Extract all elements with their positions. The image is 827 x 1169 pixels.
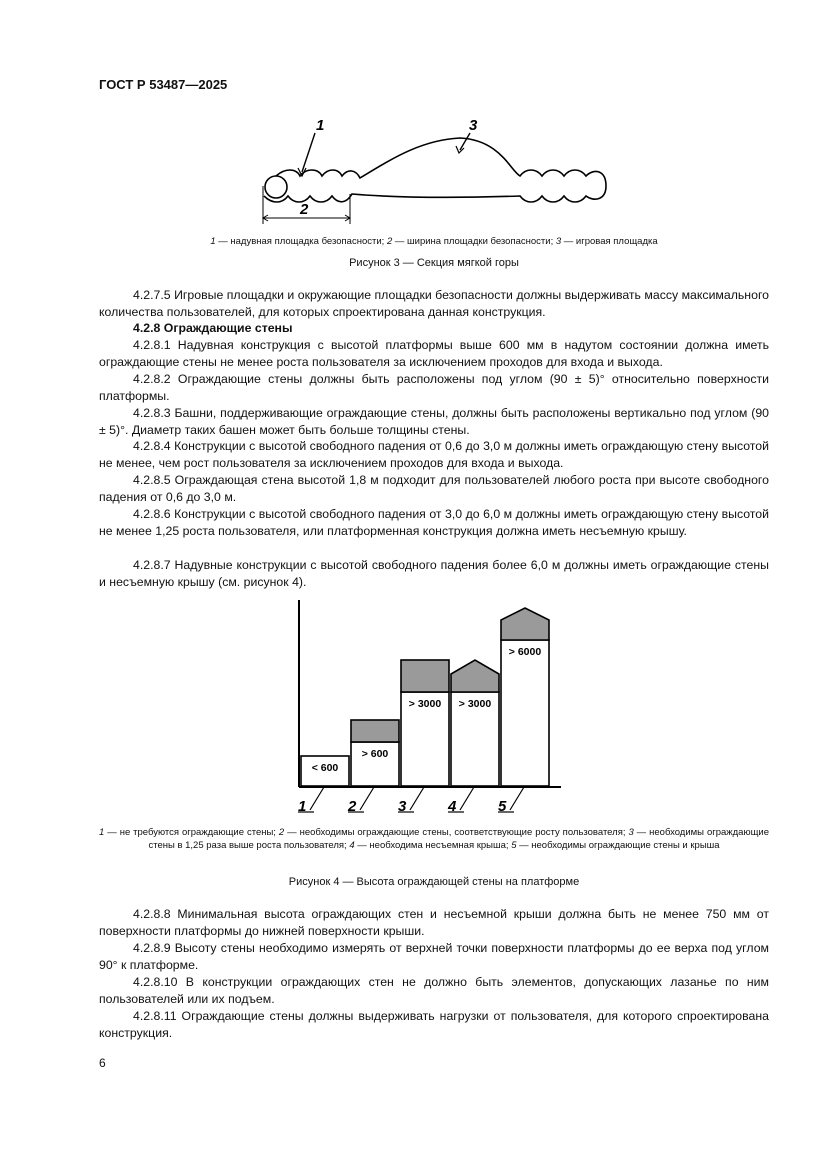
column-2-wall — [351, 720, 399, 742]
legend-num: 3 — [628, 827, 634, 838]
paragraph-4-2-8-7: 4.2.8.7 Надувные конструкции с высотой свободного падения более 6,0 м должны иметь ограждающие стены и несъемную крышу (см. рисунок 4). — [99, 558, 769, 589]
paragraph-4-2-8-8: 4.2.8.8 Минимальная высота ограждающих стен и несъемной крыши должна быть не менее 750 мм от поверхности платформы до нижней поверхности крыши. — [99, 907, 769, 938]
column-5-label: > 6000 — [508, 646, 542, 658]
figure-3-label-1: 1 — [316, 117, 325, 134]
legend-num: 2 — [278, 827, 285, 838]
legend-num: 2 — [386, 236, 393, 247]
legend-num: 5 — [511, 840, 517, 851]
section-heading-4-2-8: 4.2.8 Ограждающие стены — [133, 321, 293, 335]
legend-text: — надувная площадка безопасности; — [215, 236, 387, 247]
column-5-roof — [501, 608, 549, 640]
figure-4-number-3: 3 — [398, 798, 407, 815]
figure-4-columns — [301, 608, 549, 786]
figure-3-label-2: 2 — [300, 201, 309, 218]
paragraph-4-2-8-4: 4.2.8.4 Конструкции с высотой свободного падения от 0,6 до 3,0 м должны иметь ограждающую стену высотой не менее, чем рост пользователя за исключением проходов для входа и выхода. — [99, 439, 769, 470]
legend-text: — игровая площадка — [561, 236, 658, 247]
page-number: 6 — [99, 1056, 106, 1070]
figure-3-label-3: 3 — [469, 117, 478, 134]
document-header: ГОСТ Р 53487—2025 — [99, 77, 228, 92]
column-1-label: < 600 — [311, 762, 339, 774]
column-2-label: > 600 — [361, 748, 389, 760]
figure-4-number-2: 2 — [348, 798, 357, 815]
paragraph-4-2-7-5: 4.2.7.5 Игровые площадки и окружающие площадки безопасности должны выдерживать массу максимального количества пользователей, для которых спроектирована данная конструкция. — [99, 288, 769, 319]
legend-text: — необходимы ограждающие стены, соответствующие росту пользователя; — [284, 827, 629, 838]
legend-text: — необходимы ограждающие стены и крыша — [516, 840, 720, 851]
legend-text: — необходима несъемная крыша; — [354, 840, 512, 851]
figure-4-number-1: 1 — [298, 798, 307, 815]
figure-4-number-4: 4 — [448, 798, 457, 815]
paragraph-4-2-8-6: 4.2.8.6 Конструкции с высотой свободного падения от 3,0 до 6,0 м должны иметь ограждающую стену высотой не менее 1,25 роста пользователя, или платформенная конструкция должна иметь несъемную крышу. — [99, 507, 769, 538]
column-4-roof — [451, 660, 499, 692]
legend-num: 1 — [99, 827, 105, 838]
legend-num: 1 — [210, 236, 216, 247]
legend-text: — не требуются ограждающие стены; — [104, 827, 279, 838]
paragraph-4-2-8-10: 4.2.8.10 В конструкции ограждающих стен не должно быть элементов, допускающих лазанье по ним пользователей или их подъем. — [99, 975, 769, 1006]
legend-num: 4 — [349, 840, 355, 851]
column-3-label: > 3000 — [408, 698, 442, 710]
paragraph-4-2-8-2: 4.2.8.2 Ограждающие стены должны быть расположены под углом (90 ± 5)° относительно поверхности платформы. — [99, 372, 769, 403]
paragraph-4-2-8-3: 4.2.8.3 Башни, поддерживающие ограждающие стены, должны быть расположены вертикально под углом (90 ± 5)°. Диаметр таких башен может быть больше толщины стены. — [99, 406, 769, 437]
legend-num: 3 — [555, 236, 562, 247]
column-3-wall — [401, 660, 449, 692]
figure-4-legend — [99, 826, 769, 852]
figure-4-number-5: 5 — [498, 798, 507, 815]
figure-4-title: Рисунок 4 — Высота ограждающей стены на платформе — [288, 876, 580, 888]
paragraph-4-2-8-5: 4.2.8.5 Ограждающая стена высотой 1,8 м подходит для пользователей любого роста при высоте свободного падения от 0,6 до 3,0 м. — [99, 473, 769, 504]
column-4-label: > 3000 — [458, 698, 492, 710]
legend-text: — ширина площадки безопасности; — [392, 236, 556, 247]
paragraph-4-2-8-9: 4.2.8.9 Высоту стены необходимо измерять от верхней точки поверхности платформы до ее верха под углом 90° к платформе. — [99, 941, 769, 972]
figure-3-title: Рисунок 3 — Секция мягкой горы — [349, 257, 519, 269]
paragraph-4-2-8-11: 4.2.8.11 Ограждающие стены должны выдерживать нагрузки от пользователя, для которого спроектирована конструкция. — [99, 1009, 769, 1040]
column-5-body — [501, 640, 549, 786]
paragraph-4-2-8-1: 4.2.8.1 Надувная конструкция с высотой платформы выше 600 мм в надутом состоянии должна иметь ограждающие стены не менее роста пользователя за исключением проходов для входа и выхода. — [99, 338, 769, 369]
legend-text: — необходимы ограждающие стены в 1,25 раза выше роста пользователя; — [148, 827, 769, 851]
